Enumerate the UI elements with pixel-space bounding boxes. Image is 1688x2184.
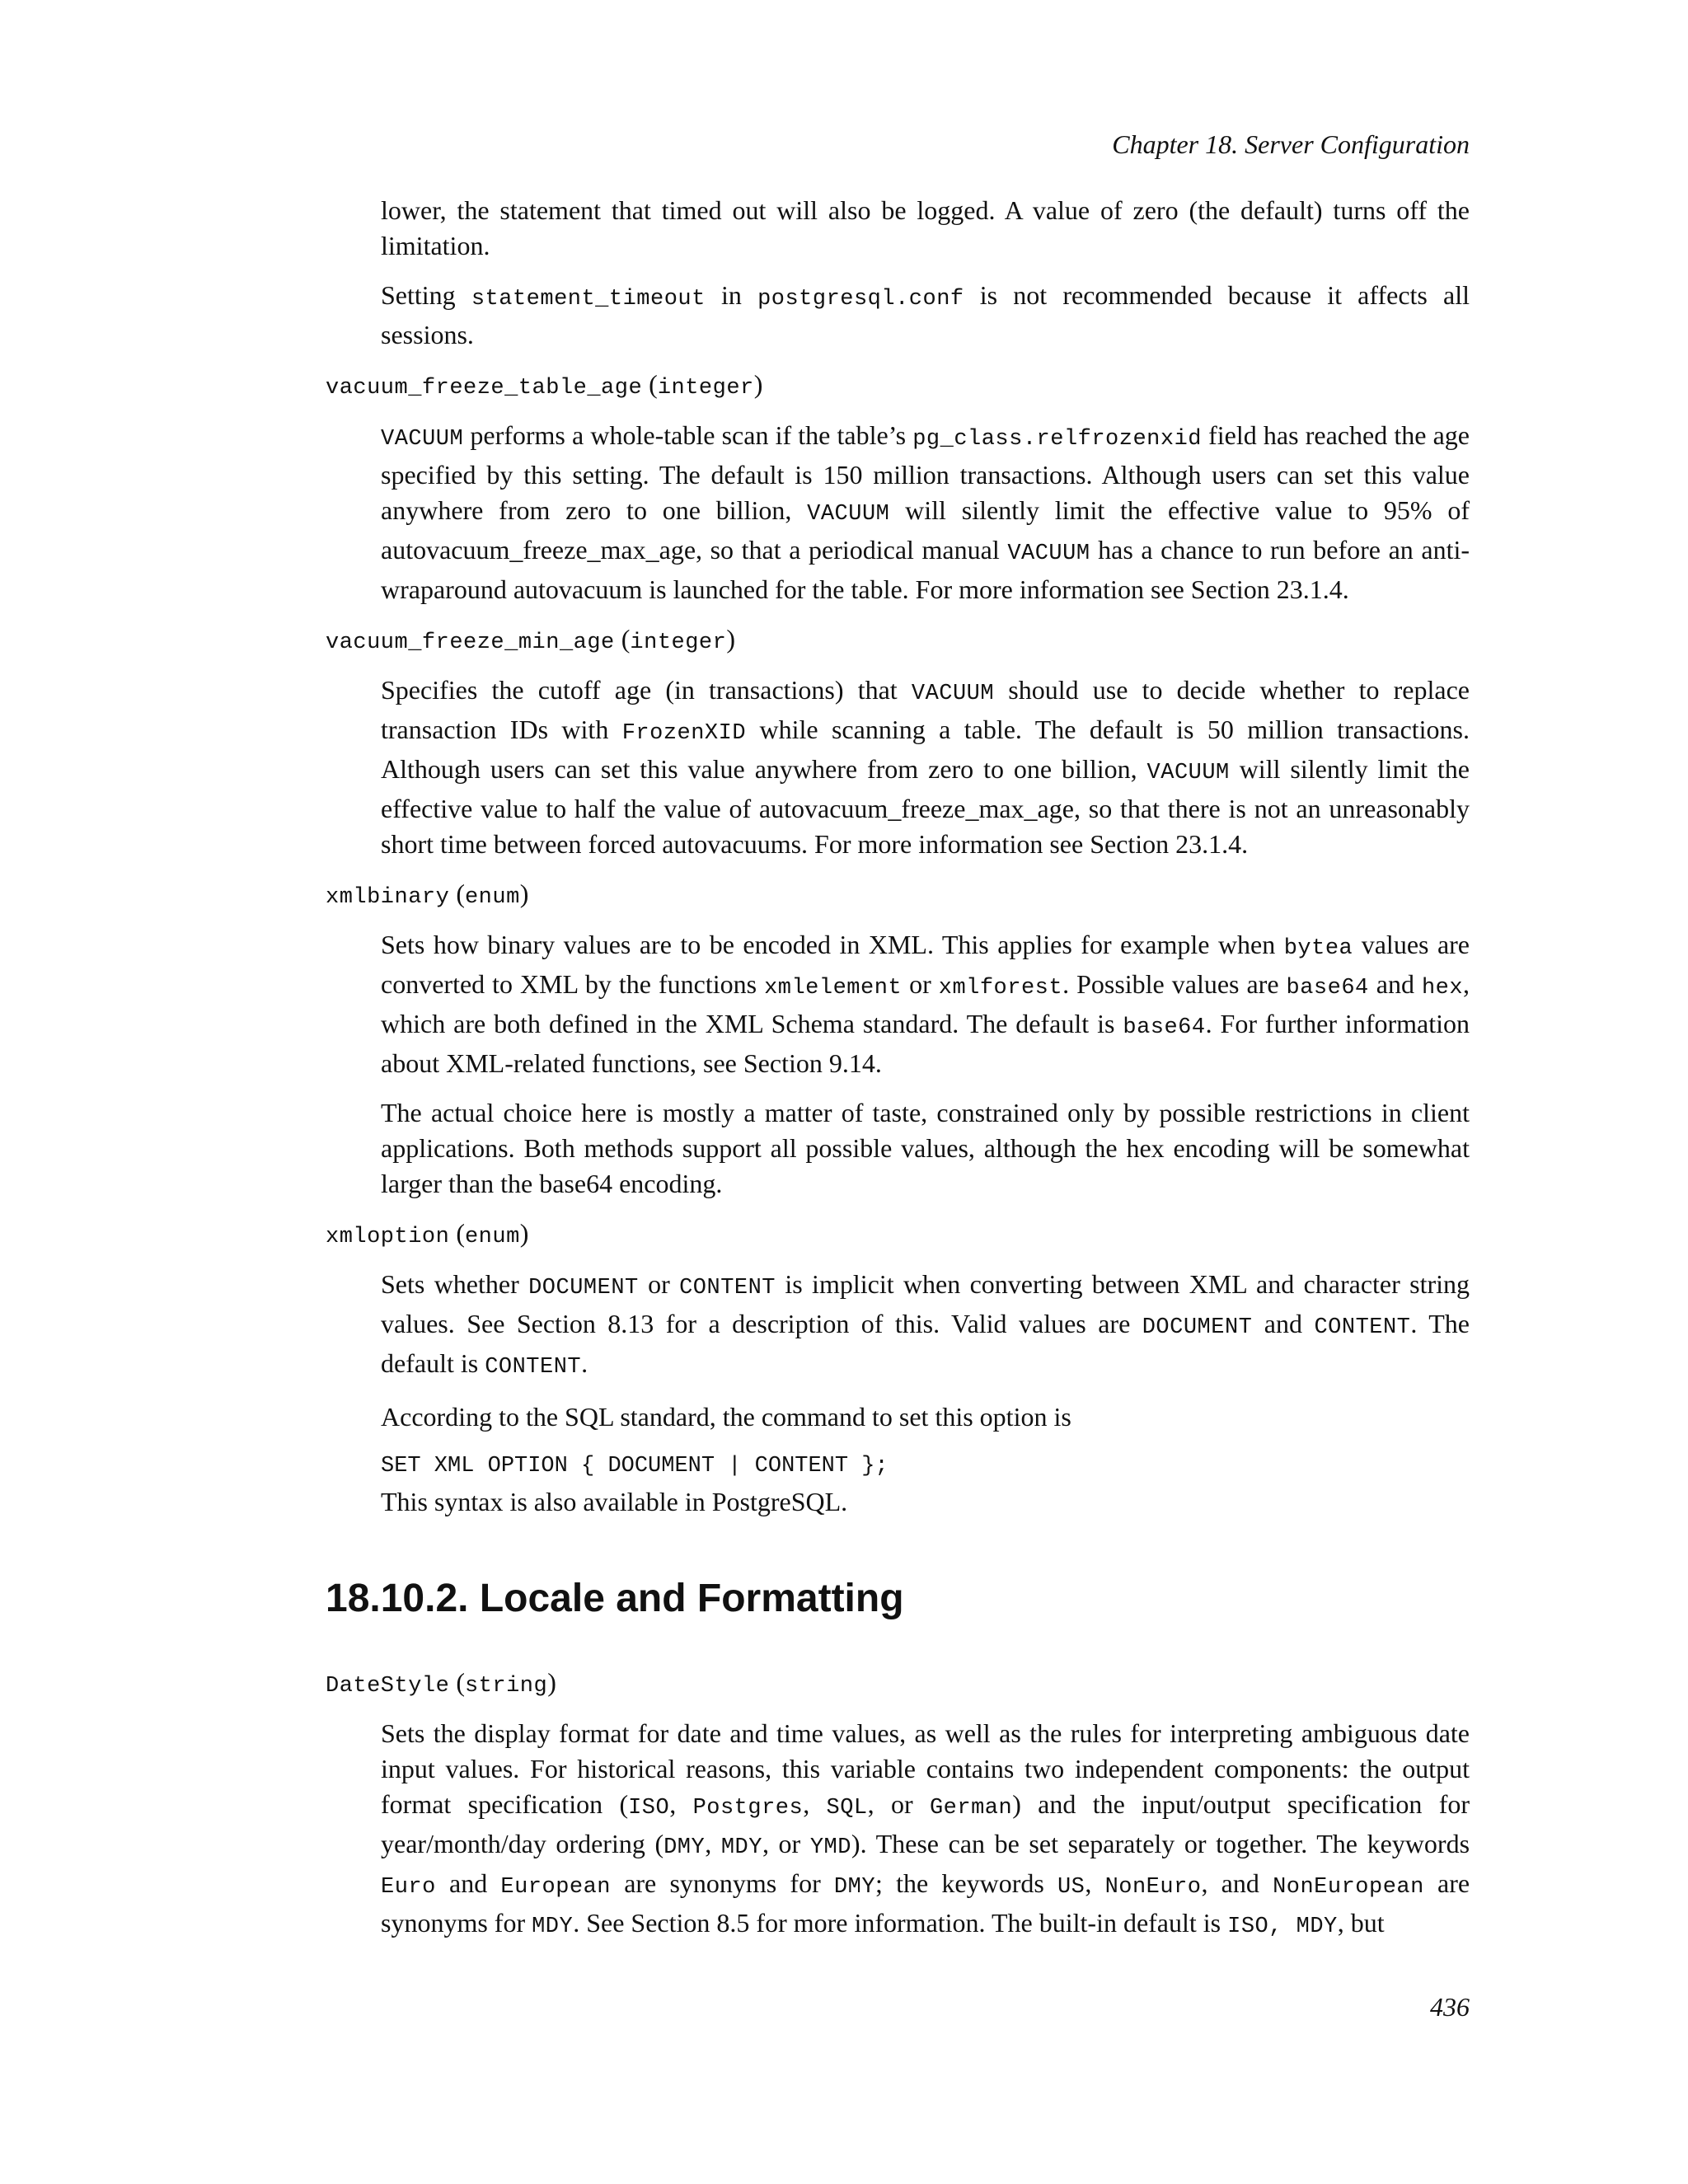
parameter-name: xmlbinary [326, 885, 450, 910]
text: According to the SQL standard, the command to set this option is [381, 1402, 1071, 1432]
inline-code: xmlforest [938, 976, 1063, 1001]
text: are synonyms for [381, 1868, 1470, 1938]
text: in [705, 280, 758, 310]
text: performs a whole-table scan if the table’s [463, 420, 913, 450]
inline-code: US [1057, 1875, 1085, 1900]
inline-code: CONTENT [1314, 1315, 1411, 1340]
inline-code: xmlelement [764, 976, 903, 1001]
inline-code: Euro [381, 1875, 436, 1900]
inline-code: CONTENT [485, 1355, 582, 1380]
text: field has reached the age specified by this setting. The default is 150 million transactions. Although users can set this value anywhere from zero to one billion, [381, 420, 1470, 525]
term-vacuum-freeze-min-age: vacuum_freeze_min_age (integer) [326, 624, 735, 655]
text: and [435, 1868, 501, 1898]
inline-code: base64 [1286, 976, 1369, 1001]
term-xmloption: xmloption (enum) [326, 1218, 529, 1249]
inline-code: MDY [532, 1915, 574, 1939]
paragraph-vacuum-freeze-table-age [381, 418, 1470, 607]
parameter-name: xmloption [326, 1225, 450, 1249]
parameter-name: DateStyle [326, 1674, 450, 1699]
text: ). These can be set separately or together. The keywords [851, 1829, 1470, 1858]
parameter-name: vacuum_freeze_min_age [326, 630, 615, 655]
text: Sets whether [381, 1269, 529, 1299]
text: , [1085, 1868, 1105, 1898]
text: or [638, 1269, 680, 1299]
term-vacuum-freeze-table-age: vacuum_freeze_table_age (integer) [326, 369, 763, 401]
inline-code: SQL [826, 1796, 868, 1821]
text: should use to decide whether to replace transaction IDs with [381, 675, 1470, 744]
text: will silently limit the effective value to half the value of autovacuum_freeze_max_age, so that there is not an unreasonably short time between forced autovacuums. For more information see Section 23.1.4. [381, 754, 1470, 859]
inline-code: DMY [663, 1835, 706, 1860]
inline-code: VACUUM [1146, 761, 1230, 785]
paragraph-datestyle [381, 1716, 1470, 1945]
inline-code: NonEuro [1104, 1875, 1202, 1900]
text: or [902, 969, 939, 999]
paragraph-vacuum-freeze-min-age [381, 673, 1470, 862]
inline-code: MDY [720, 1835, 762, 1860]
inline-code: ISO, MDY [1227, 1915, 1338, 1939]
text: Sets how binary values are to be encoded in XML. This applies for example when [381, 930, 1284, 959]
paragraph-statement-timeout-tail [381, 193, 1470, 264]
paragraph-sql-standard [381, 1399, 1470, 1435]
text: values are converted to XML by the functions [381, 930, 1470, 999]
text: and [1252, 1309, 1315, 1338]
inline-code: VACUUM [381, 427, 464, 452]
inline-code: Postgres [692, 1796, 804, 1821]
text: , which are both defined in the XML Schema standard. The default is [381, 969, 1470, 1038]
text: Setting [381, 280, 471, 310]
text: Specifies the cutoff age (in transactions) that [381, 675, 912, 705]
text: . For further information about XML-related functions, see Section 9.14. [381, 1009, 1470, 1078]
parameter-name: vacuum_freeze_table_age [326, 376, 643, 401]
text: , [705, 1829, 721, 1858]
text: is not recommended because it affects all sessions. [381, 280, 1470, 349]
text: is implicit when converting between XML and character string values. See Section 8.13 for a description of this. Valid values are [381, 1269, 1470, 1338]
paragraph-xmloption [381, 1267, 1470, 1385]
text: , or [762, 1829, 810, 1858]
inline-code: hex [1421, 976, 1464, 1001]
text: ) and the input/output specification for year/month/day ordering ( [381, 1789, 1470, 1858]
section-heading: 18.10.2. Locale and Formatting [326, 1577, 904, 1620]
text: , [803, 1789, 827, 1819]
term-xmlbinary: xmlbinary (enum) [326, 879, 529, 910]
text: , but [1337, 1908, 1385, 1938]
paragraph-statement-timeout-note [381, 278, 1470, 353]
parameter-type: string [464, 1674, 548, 1699]
term-datestyle: DateStyle (string) [326, 1667, 556, 1699]
paragraph-syntax-availability [381, 1484, 1470, 1520]
text: ; the keywords [875, 1868, 1057, 1898]
text: Sets the display format for date and time values, as well as the rules for interpreting ambiguous date input values. For historical reasons, this variable contains two independent components: the output format specification ( [381, 1718, 1470, 1819]
text: lower, the statement that timed out will also be logged. A value of zero (the default) turns off the limitation. [381, 195, 1470, 260]
inline-code: postgresql.conf [757, 287, 964, 312]
text: has a chance to run before an anti-wraparound autovacuum is launched for the table. For more information see Section 23.1.4. [381, 535, 1470, 604]
text: . Possible values are [1062, 969, 1287, 999]
text: and [1368, 969, 1422, 999]
inline-code: German [929, 1796, 1013, 1821]
inline-code: VACUUM [1007, 541, 1090, 566]
text: , [669, 1789, 693, 1819]
text: are synonyms for [611, 1868, 834, 1898]
inline-code: NonEuropean [1273, 1875, 1424, 1900]
inline-code: VACUUM [807, 502, 890, 527]
text: , or [867, 1789, 930, 1819]
inline-code: bytea [1283, 936, 1353, 961]
text: . See Section 8.5 for more information. The built-in default is [573, 1908, 1228, 1938]
inline-code: DMY [833, 1875, 876, 1900]
text: , and [1201, 1868, 1273, 1898]
text: This syntax is also available in PostgreSQL. [381, 1487, 848, 1516]
text: . [581, 1348, 588, 1378]
paragraph-xmlbinary [381, 927, 1470, 1081]
inline-code: pg_class.relfrozenxid [912, 427, 1202, 452]
parameter-type: integer [630, 630, 727, 655]
inline-code: ISO [628, 1796, 670, 1821]
page-content [326, 193, 1470, 1959]
inline-code: DOCUMENT [528, 1276, 639, 1301]
inline-code: YMD [809, 1835, 851, 1860]
code-example: SET XML OPTION { DOCUMENT | CONTENT }; [381, 1454, 889, 1479]
inline-code: VACUUM [911, 682, 995, 706]
text: The actual choice here is mostly a matter of taste, constrained only by possible restrictions in client applications. Both methods support all possible values, although the hex encoding will be somewhat larger than the base64 encoding. [381, 1098, 1470, 1198]
parameter-type: integer [657, 376, 754, 401]
page-number: 436 [1430, 1992, 1470, 2022]
inline-code: DOCUMENT [1142, 1315, 1253, 1340]
parameter-type: enum [464, 885, 520, 910]
text: will silently limit the effective value to 95% of autovacuum_freeze_max_age, so that a periodical manual [381, 495, 1470, 565]
inline-code: FrozenXID [621, 721, 747, 746]
inline-code: CONTENT [679, 1276, 776, 1301]
text: . The default is [381, 1309, 1470, 1378]
parameter-type: enum [464, 1225, 520, 1249]
inline-code: base64 [1123, 1015, 1206, 1040]
inline-code: statement_timeout [471, 287, 706, 312]
paragraph-xmlbinary-choice [381, 1095, 1470, 1202]
inline-code: European [500, 1875, 612, 1900]
running-header: Chapter 18. Server Configuration [1112, 129, 1470, 159]
text: while scanning a table. The default is 50 million transactions. Although users can set this value anywhere from zero to one billion, [381, 715, 1470, 784]
